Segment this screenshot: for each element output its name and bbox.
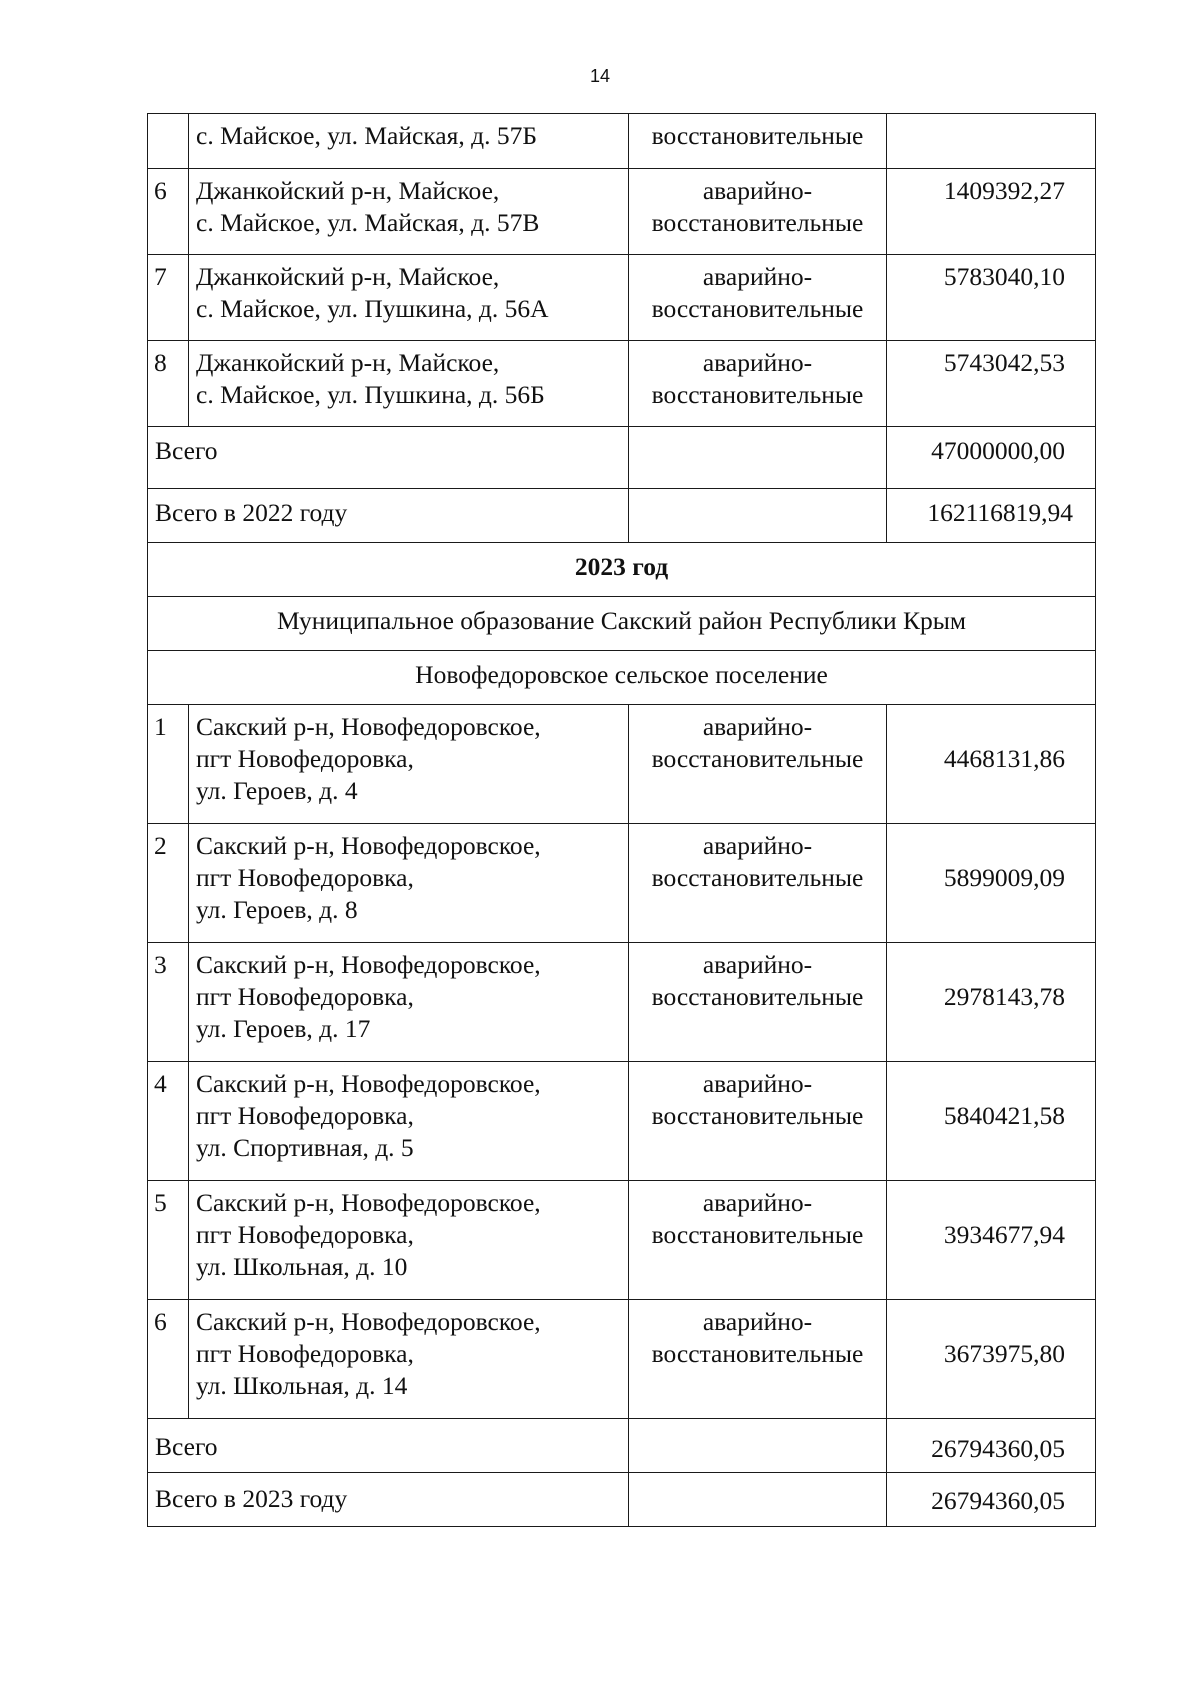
total-label: Всего bbox=[148, 427, 629, 489]
address-line: с. Майское, ул. Майская, д. 57В bbox=[196, 208, 540, 237]
address-line: Сакский р-н, Новофедоровское, bbox=[196, 1307, 541, 1336]
amount-cell: 5743042,53 bbox=[887, 341, 1096, 427]
address-cell bbox=[189, 341, 629, 427]
empty-cell bbox=[629, 1473, 887, 1527]
year-total-label: Всего в 2022 году bbox=[148, 489, 629, 543]
row-number-cell: 7 bbox=[148, 255, 189, 341]
work-type-line: восстановительные bbox=[651, 1220, 864, 1249]
work-type-cell bbox=[629, 943, 887, 1062]
table-row-continuation bbox=[148, 114, 1096, 169]
address-line: Сакский р-н, Новофедоровское, bbox=[196, 950, 541, 979]
row-number-cell: 4 bbox=[148, 1062, 189, 1181]
row-number-cell: 1 bbox=[148, 705, 189, 824]
address-cell bbox=[189, 114, 629, 169]
table-row bbox=[148, 1062, 1096, 1181]
amount-cell: 2978143,78 bbox=[887, 943, 1096, 1062]
address-line: Сакский р-н, Новофедоровское, bbox=[196, 1069, 541, 1098]
work-type-line: аварийно- bbox=[702, 831, 813, 860]
work-type-cell bbox=[629, 255, 887, 341]
address-line: Джанкойский р-н, Майское, bbox=[196, 176, 500, 205]
total-amount: 26794360,05 bbox=[887, 1419, 1096, 1473]
settlement-total-row-2023 bbox=[148, 1419, 1096, 1473]
work-type-line: восстановительные bbox=[651, 1101, 864, 1130]
settlement-row bbox=[148, 651, 1096, 705]
amount-cell: 5899009,09 bbox=[887, 824, 1096, 943]
work-type-line: аварийно- bbox=[702, 1307, 813, 1336]
address-line: ул. Спортивная, д. 5 bbox=[196, 1133, 414, 1162]
table-row bbox=[148, 705, 1096, 824]
address-cell bbox=[189, 1300, 629, 1419]
address-cell bbox=[189, 255, 629, 341]
work-type-line: аварийно- bbox=[702, 262, 813, 291]
address-line: с. Майское, ул. Пушкина, д. 56А bbox=[196, 294, 549, 323]
address-line: с. Майское, ул. Пушкина, д. 56Б bbox=[196, 380, 545, 409]
address-line: Сакский р-н, Новофедоровское, bbox=[196, 712, 541, 741]
table-row bbox=[148, 1181, 1096, 1300]
municipality-heading: Муниципальное образование Сакский район Республики Крым bbox=[148, 597, 1096, 651]
work-type-line: аварийно- bbox=[702, 1188, 813, 1217]
address-line: пгт Новофедоровка, bbox=[196, 744, 414, 773]
work-type-cell bbox=[629, 114, 887, 169]
work-type-line: восстановительные bbox=[651, 294, 864, 323]
work-type-line: восстановительные bbox=[651, 380, 864, 409]
address-line: ул. Школьная, д. 14 bbox=[196, 1371, 408, 1400]
table-row bbox=[148, 341, 1096, 427]
work-type-line: аварийно- bbox=[702, 1069, 813, 1098]
year-heading: 2023 год bbox=[148, 543, 1096, 597]
row-number-cell: 3 bbox=[148, 943, 189, 1062]
address-line: пгт Новофедоровка, bbox=[196, 863, 414, 892]
amount-cell: 5840421,58 bbox=[887, 1062, 1096, 1181]
work-type-line: аварийно- bbox=[702, 348, 813, 377]
work-type-cell bbox=[629, 169, 887, 255]
address-line: Сакский р-н, Новофедоровское, bbox=[196, 1188, 541, 1217]
work-type-cell bbox=[629, 705, 887, 824]
amount-cell: 5783040,10 bbox=[887, 255, 1096, 341]
work-type-cell bbox=[629, 341, 887, 427]
work-type-cell bbox=[629, 1300, 887, 1419]
address-cell bbox=[189, 1181, 629, 1300]
repair-funding-table bbox=[147, 113, 1096, 1527]
address-line: пгт Новофедоровка, bbox=[196, 1339, 414, 1368]
address-cell bbox=[189, 169, 629, 255]
address-line: ул. Героев, д. 8 bbox=[196, 895, 358, 924]
empty-cell bbox=[629, 489, 887, 543]
row-number-cell: 8 bbox=[148, 341, 189, 427]
total-label: Всего bbox=[148, 1419, 629, 1473]
row-number-cell: 2 bbox=[148, 824, 189, 943]
address-cell bbox=[189, 705, 629, 824]
work-type-line: восстановительные bbox=[651, 121, 864, 150]
year-total-amount: 162116819,94 bbox=[887, 489, 1096, 543]
address-line: пгт Новофедоровка, bbox=[196, 1220, 414, 1249]
address-line: Джанкойский р-н, Майское, bbox=[196, 348, 500, 377]
table-row bbox=[148, 255, 1096, 341]
address-cell bbox=[189, 943, 629, 1062]
work-type-cell bbox=[629, 1062, 887, 1181]
address-line: пгт Новофедоровка, bbox=[196, 1101, 414, 1130]
amount-cell: 4468131,86 bbox=[887, 705, 1096, 824]
municipality-row bbox=[148, 597, 1096, 651]
address-line: с. Майское, ул. Майская, д. 57Б bbox=[196, 121, 537, 150]
address-cell bbox=[189, 1062, 629, 1181]
year-total-row-2022 bbox=[148, 489, 1096, 543]
address-line: Сакский р-н, Новофедоровское, bbox=[196, 831, 541, 860]
table-row bbox=[148, 943, 1096, 1062]
amount-cell: 1409392,27 bbox=[887, 169, 1096, 255]
settlement-total-row-2022 bbox=[148, 427, 1096, 489]
empty-cell bbox=[629, 1419, 887, 1473]
row-number-cell: 5 bbox=[148, 1181, 189, 1300]
work-type-line: аварийно- bbox=[702, 712, 813, 741]
address-line: ул. Героев, д. 17 bbox=[196, 1014, 371, 1043]
work-type-line: восстановительные bbox=[651, 1339, 864, 1368]
empty-cell bbox=[629, 427, 887, 489]
amount-cell: 3934677,94 bbox=[887, 1181, 1096, 1300]
work-type-line: восстановительные bbox=[651, 982, 864, 1011]
row-number-cell bbox=[148, 114, 189, 169]
settlement-heading: Новофедоровское сельское поселение bbox=[148, 651, 1096, 705]
work-type-cell bbox=[629, 824, 887, 943]
table-row bbox=[148, 1300, 1096, 1419]
work-type-line: восстановительные bbox=[651, 744, 864, 773]
address-line: ул. Школьная, д. 10 bbox=[196, 1252, 408, 1281]
year-total-label: Всего в 2023 году bbox=[148, 1473, 629, 1527]
year-total-row-2023 bbox=[148, 1473, 1096, 1527]
table-row bbox=[148, 824, 1096, 943]
work-type-line: аварийно- bbox=[702, 950, 813, 979]
address-line: Джанкойский р-н, Майское, bbox=[196, 262, 500, 291]
amount-cell: 3673975,80 bbox=[887, 1300, 1096, 1419]
total-amount: 47000000,00 bbox=[887, 427, 1096, 489]
table-row bbox=[148, 169, 1096, 255]
work-type-cell bbox=[629, 1181, 887, 1300]
work-type-line: восстановительные bbox=[651, 208, 864, 237]
year-heading-row bbox=[148, 543, 1096, 597]
work-type-line: аварийно- bbox=[702, 176, 813, 205]
year-total-amount: 26794360,05 bbox=[887, 1473, 1096, 1527]
address-line: пгт Новофедоровка, bbox=[196, 982, 414, 1011]
address-line: ул. Героев, д. 4 bbox=[196, 776, 358, 805]
row-number-cell: 6 bbox=[148, 1300, 189, 1419]
row-number-cell: 6 bbox=[148, 169, 189, 255]
page-number: 14 bbox=[589, 66, 611, 86]
work-type-line: восстановительные bbox=[651, 863, 864, 892]
amount-cell bbox=[887, 114, 1096, 169]
address-cell bbox=[189, 824, 629, 943]
